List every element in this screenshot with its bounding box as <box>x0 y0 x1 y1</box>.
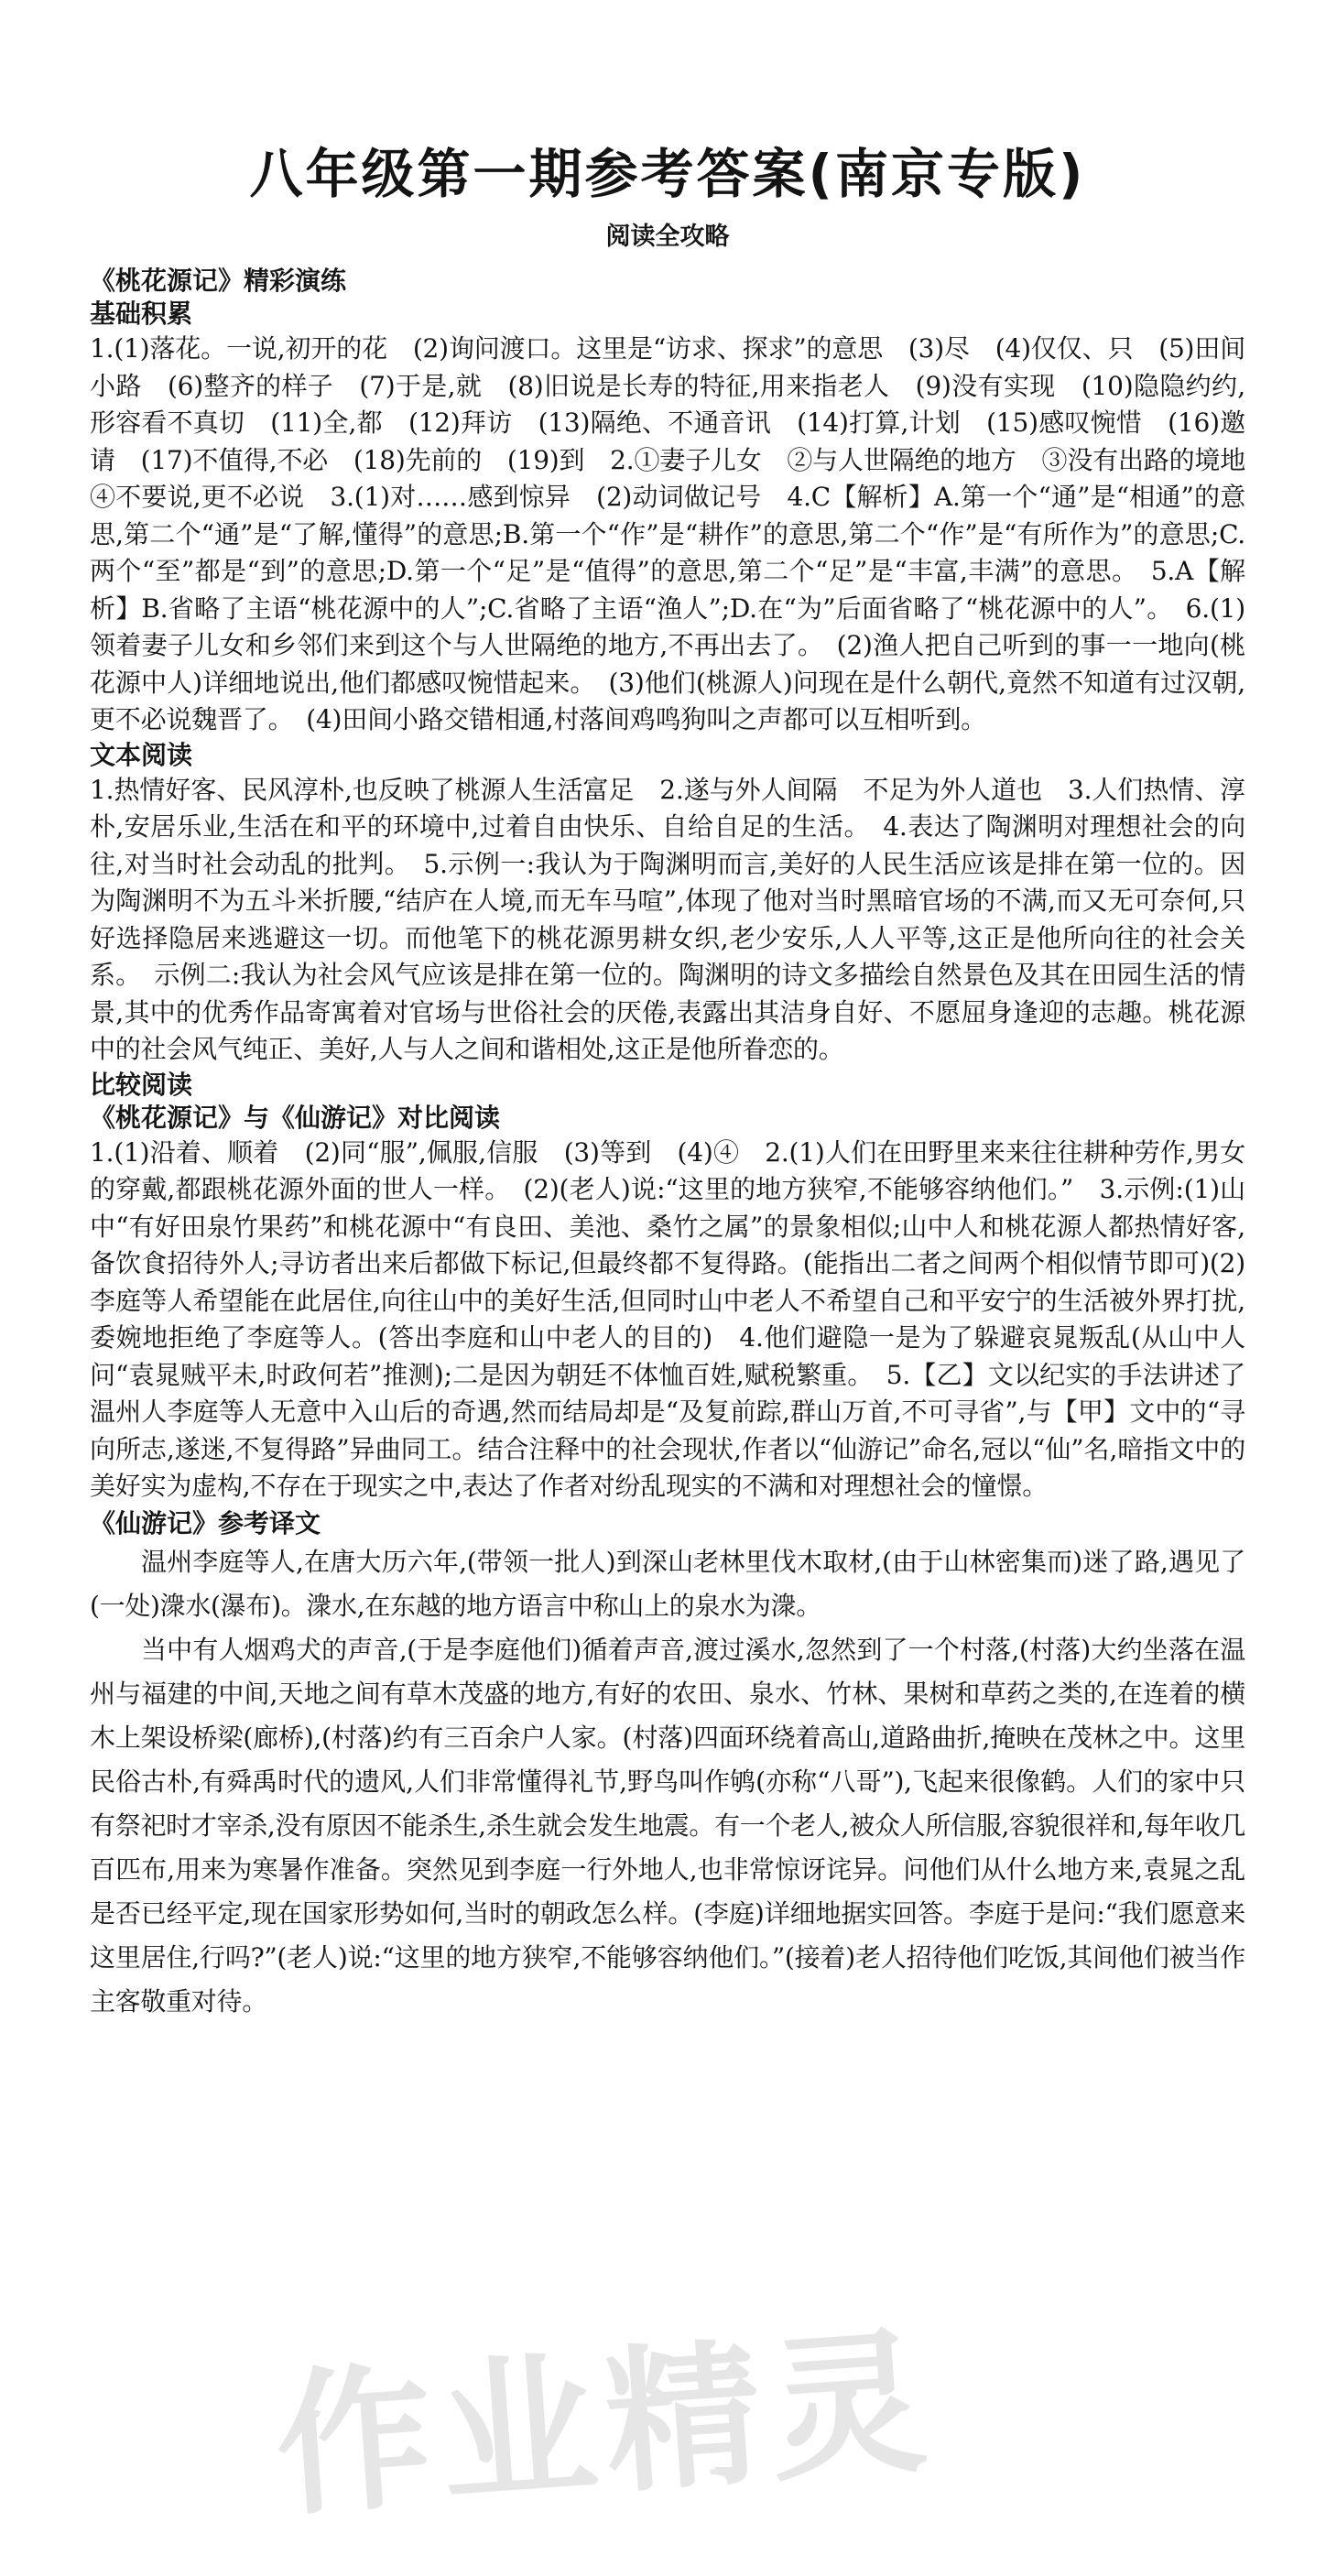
translation-paragraph-2: 当中有人烟鸡犬的声音,(于是李庭他们)循着声音,渡过溪水,忽然到了一个村落,(村落)大约坐落在温州与福建的中间,天地之间有草木茂盛的地方,有好的农田、泉水、竹林、果树和草药之类的,在连着的横木上架设桥梁(廊桥),(村落)约有三百余户人家。(村落)四面环绕着高山,道路曲折,掩映在茂林之中。这里民俗古朴,有舜禹时代的遗风,人们非常懂得礼节,野鸟叫作鸲(亦称“八哥”),飞起来很像鹤。人们的家中只有祭祀时才宰杀,没有原因不能杀生,杀生就会发生地震。有一个老人,被众人所信服,容貌很祥和,每年收几百匹布,用来为寒暑作准备。突然见到李庭一行外地人,也非常惊讶诧异。问他们从什么地方来,袁晁之乱是否已经平定,现在国家形势如何,当时的朝政怎么样。(李庭)详细地据实回答。李庭于是问:“我们愿意来这里居住,行吗?”(老人)说:“这里的地方狭窄,不能够容纳他们。”(接着)老人招待他们吃饭,其间他们被当作主客敬重对待。 <box>90 1634 1246 2016</box>
text-reading-answers: 1.热情好客、民风淳朴,也反映了桃源人生活富足 2.遂与外人间隔 不足为外人道也 3.人们热情、淳朴,安居乐业,生活在和平的环境中,过着自由快乐、自给自足的生活。 4.表达了陶渊明对理想社会的向往,对当时社会动乱的批判。 5.示例一:我认为于陶渊明而言,美好的人民生活应该是排在第一位的。因为陶渊明不为五斗米折腰,“结庐在人境,而无车马喧”,体现了他对当时黑暗官场的不满,而又无可奈何,只好选择隐居来逃避这一切。而他笔下的桃花源男耕女织,老少安乐,人人平等,这正是他所向往的社会关系。 示例二:我认为社会风气应该是排在第一位的。陶渊明的诗文多描绘自然景色及其在田园生活的情景,其中的优秀作品寄寓着对官场与世俗社会的厌倦,表露出其洁身自好、不愿屈身逢迎的志趣。桃花源中的社会风气纯正、美好,人与人之间和谐相处,这正是他所眷恋的。 <box>90 774 1245 1064</box>
page-title: 八年级第一期参考答案(南京专版) <box>249 143 1086 205</box>
watermark: 作业精灵 <box>270 2311 941 2538</box>
section-compare-title: 比较阅读 <box>90 1069 193 1100</box>
section-taohua-drill-title: 《桃花源记》精彩演练 <box>90 266 347 296</box>
section-text-reading-title: 文本阅读 <box>90 739 193 770</box>
basic-answers: 1.(1)落花。一说,初开的花 (2)询问渡口。这里是“访求、探求”的意思 (3)尽 (4)仅仅、只 (5)田间小路 (6)整齐的样子 (7)于是,就 (8)旧说是长寿的特征,用来指老人 (9)没有实现 (10)隐隐约约,形容看不真切 (11)全,都 (12)拜访 (13)隔绝、不通音讯 (14)打算,计划 (15)感叹惋惜 (16)邀请 (17)不值得,不必 (18)先前的 (19)到 2.①妻子儿女 ②与人世隔绝的地方 ③没有出路的境地 ④不要说,更不必说 3.(1)对……感到惊异 (2)动词做记号 4.C【解析】A.第一个“通”是“相通”的意思,第二个“通”是“了解,懂得”的意思;B.第一个“作”是“耕作”的意思,第二个“作”是“有所作为”的意思;C.两个“至”都是“到”的意思;D.第一个“足”是“值得”的意思,第二个“足”是“丰富,丰满”的意思。 5.A【解析】B.省略了主语“桃花源中的人”;C.省略了主语“渔人”;D.在“为”后面省略了“桃花源中的人”。 6.(1)领着妻子儿女和乡邻们来到这个与人世隔绝的地方,不再出去了。 (2)渔人把自己听到的事一一地向(桃花源中人)详细地说出,他们都感叹惋惜起来。 (3)他们(桃源人)问现在是什么朝代,竟然不知道有过汉朝,更不必说魏晋了。 (4)田间小路交错相通,村落间鸡鸣狗叫之声都可以互相听到。 <box>90 333 1271 734</box>
document-page <box>90 137 1271 2024</box>
page-subtitle: 阅读全攻略 <box>605 223 730 251</box>
translation-paragraph-1: 温州李庭等人,在唐大历六年,(带领一批人)到深山老林里伐木取材,(由于山林密集而)迷了路,遇见了(一处)潨水(瀑布)。潨水,在东越的地方语言中称山上的泉水为潨。 <box>90 1546 1245 1621</box>
section-compare-subtitle: 《桃花源记》与《仙游记》对比阅读 <box>90 1102 501 1133</box>
section-translation-title: 《仙游记》参考译文 <box>90 1507 321 1538</box>
section-basic-title: 基础积累 <box>90 299 193 329</box>
compare-answers: 1.(1)沿着、顺着 (2)同“服”,佩服,信服 (3)等到 (4)④ 2.(1)人们在田野里来来往往耕种劳作,男女的穿戴,都跟桃花源外面的世人一样。 (2)(老人)说:“这里的地方狭窄,不能够容纳他们。” 3.示例:(1)山中“有好田泉竹果药”和桃花源中“有良田、美池、桑竹之属”的景象相似;山中人和桃花源人都热情好客,备饮食招待外人;寻访者出来后都做下标记,但最终都不复得路。(能指出二者之间两个相似情节即可)(2)李庭等人希望能在此居住,向往山中的美好生活,但同时山中老人不希望自己和平安宁的生活被外界打扰,委婉地拒绝了李庭等人。(答出李庭和山中老人的目的) 4.他们避隐一是为了躲避哀晁叛乱(从山中人问“袁晁贼平未,时政何若”推测);二是因为朝廷不体恤百姓,赋税繁重。 5.【乙】文以纪实的手法讲述了温州人李庭等人无意中入山后的奇遇,然而结局却是“及复前踪,群山万首,不可寻省”,与【甲】文中的“寻向所志,遂迷,不复得路”异曲同工。结合注释中的社会现状,作者以“仙游记”命名,冠以“仙”名,暗指文中的美好实为虚构,不存在于现实之中,表达了作者对纷乱现实的不满和对理想社会的憧憬。 <box>90 1136 1245 1501</box>
